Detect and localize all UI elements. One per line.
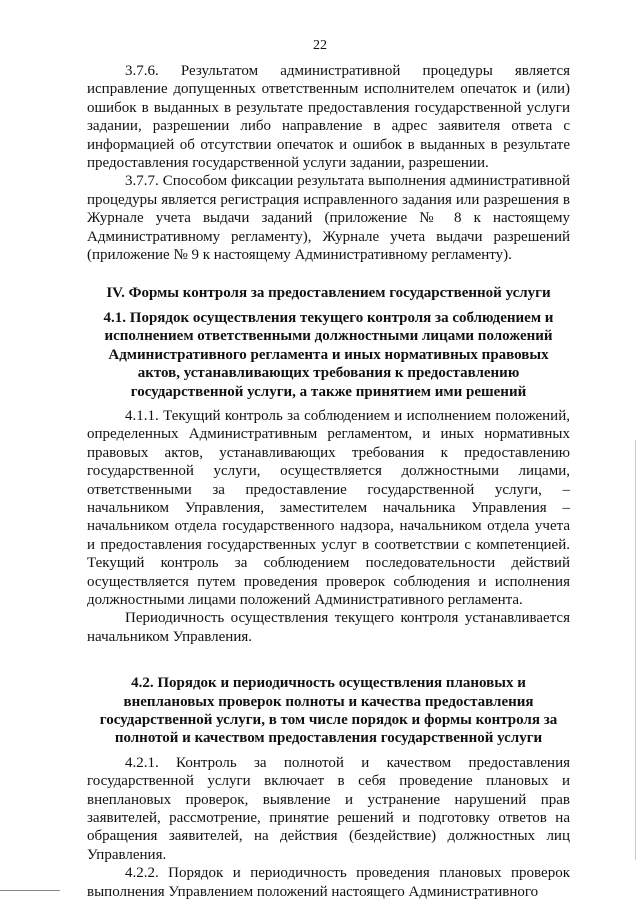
paragraph-4-2-1: 4.2.1. Контроль за полнотой и качеством предоставления государственной услуги включает в себя проведение плановых и внеплановых проверок, выявление и устранение нарушений прав заявителей, рассмотрение, принятие решений и подготовку ответов на обращения заявителей, на действия (бездействие) должностных лиц Управления. (87, 754, 570, 863)
paragraph-4-2-2: 4.2.2. Порядок и периодичность проведения плановых проверок выполнения Управлением положений настоящего Административного (87, 865, 570, 900)
footer-rule (0, 890, 60, 891)
paragraph-4-1-1: 4.1.1. Текущий контроль за соблюдением и исполнением положений, определенных Административным регламентом, и иных нормативных правовых актов, устанавливающих требования к предоставлению государственной услуги, осуществляется должностными лицами, ответственными за предоставление государственной услуги, – начальником Управления, заместителем начальника Управления – начальником отдела государственного надзора, начальником отдела учета и предоставления государственных услуг в соответствии с компетенцией. Текущий контроль за соблюдением последовательности действий осуществляется путем проведения проверок соблюдения и исполнения должностными лицами положений Административного регламента. (87, 407, 570, 608)
paragraph-4-1-1-periodicity: Периодичность осуществления текущего контроля устанавливается начальником Управления. (87, 610, 570, 645)
subsection-heading-4-1: 4.1. Порядок осуществления текущего контроля за соблюдением и исполнением ответственными должностными лицами положений Административного регламента и иных нормативных правовых актов, устанавливающих требования к предоставлению государственной услуги, а также принятием ими решений (103, 309, 554, 400)
paragraph-3-7-7: 3.7.7. Способом фиксации результата выполнения административной процедуры является регистрация исправленного задания или разрешения в Журнале учета выдачи заданий (приложение № 8 к настоящему Административному регламенту), Журнале учета выдачи разрешений (приложение № 9 к настоящему Административному регламенту). (87, 173, 570, 264)
subsection-heading-4-2: 4.2. Порядок и периодичность осуществления плановых и внеплановых проверок полноты и качества предоставления государственной услуги, в том числе порядок и формы контроля за полнотой и качеством предоставления государственной услуги (99, 675, 558, 747)
section-heading-4: IV. Формы контроля за предоставлением государственной услуги (106, 285, 551, 302)
paragraph-3-7-6: 3.7.6. Результатом административной процедуры является исправление допущенных ответственным исполнителем опечаток и (или) ошибок в выданных в результате предоставления государственной услуги задании, разрешении либо направление в адрес заявителя ответа с информацией об отсутствии опечаток и ошибок в выданных в результате предоставления государственной услуги задании, разрешении. (87, 63, 570, 172)
scan-edge-line (635, 440, 636, 860)
page-number: 22 (313, 38, 327, 53)
document-body (87, 62, 570, 901)
